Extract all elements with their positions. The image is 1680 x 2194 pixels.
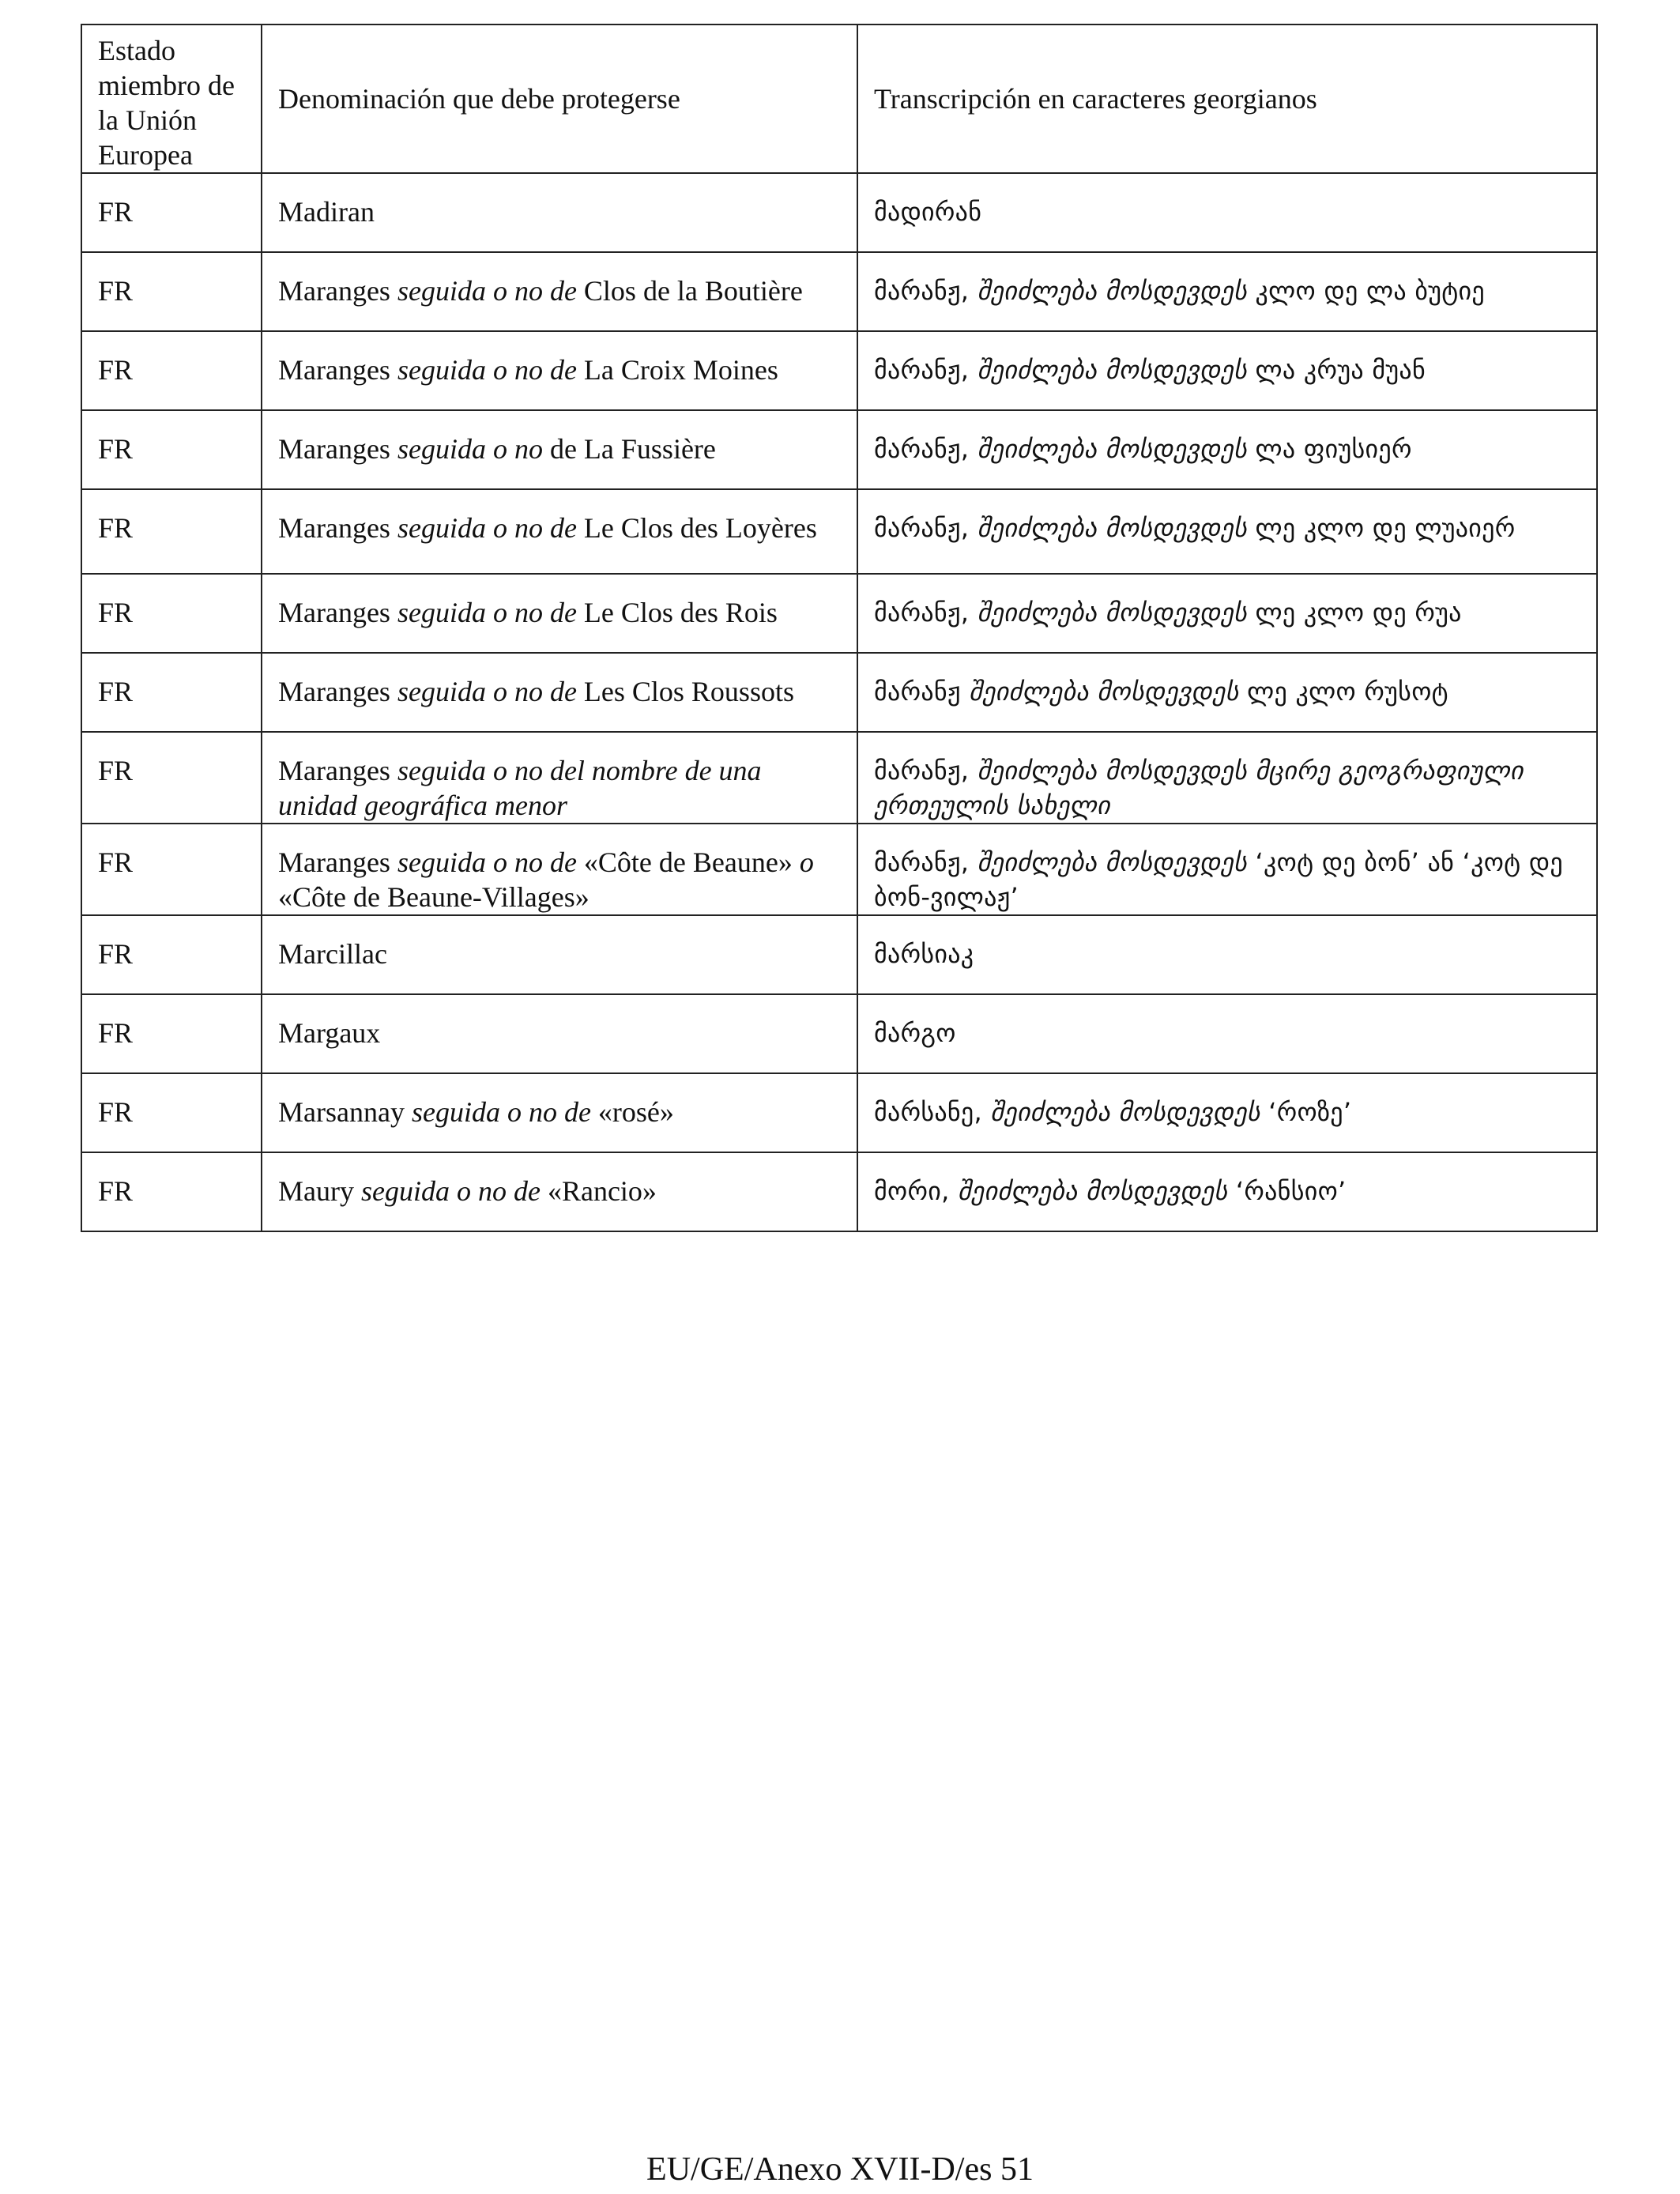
header-state: Estado miembro de la Unión Europea xyxy=(81,25,262,173)
header-name: Denominación que debe protegerse xyxy=(262,25,857,173)
transcription-part: შეიძლება მოსდევდეს xyxy=(958,1176,1228,1206)
cell-transcription xyxy=(857,331,1597,410)
header-transcription: Transcripción en caracteres georgianos xyxy=(857,25,1597,173)
table-header-row xyxy=(81,25,1597,173)
transcription-part: შეიძლება მოსდევდეს xyxy=(990,1097,1260,1127)
transcription-part: მარანჟ, xyxy=(874,756,977,786)
cell-state: FR xyxy=(81,732,262,824)
cell-transcription xyxy=(857,653,1597,732)
transcription-part: ლე კლო რუსოტ xyxy=(1238,677,1448,707)
cell-transcription xyxy=(857,173,1597,252)
cell-state: FR xyxy=(81,824,262,915)
name-part: «Rancio» xyxy=(540,1175,657,1207)
cell-name xyxy=(262,252,857,331)
transcription-part: ‘კოტ დე ბონ’ ან ‘კოტ დე ბონ-ვილაჟ’ xyxy=(874,847,1563,912)
name-part: Maranges xyxy=(278,676,397,707)
transcription-part: შეიძლება მოსდევდეს xyxy=(977,847,1248,877)
cell-state: FR xyxy=(81,1152,262,1231)
name-part: seguida o no de xyxy=(397,354,577,386)
table-body xyxy=(81,25,1597,1231)
name-part: Madiran xyxy=(278,196,375,228)
transcription-part: მარანჟ, xyxy=(874,598,977,628)
name-part: seguida o no de xyxy=(397,846,577,878)
transcription-part: შეიძლება მოსდევდეს xyxy=(977,355,1248,385)
table-row xyxy=(81,252,1597,331)
name-part: «Côte de Beaune-Villages» xyxy=(278,881,590,913)
name-part: La Croix Moines xyxy=(576,354,778,386)
cell-state: FR xyxy=(81,574,262,653)
cell-name xyxy=(262,173,857,252)
cell-name xyxy=(262,410,857,489)
cell-transcription xyxy=(857,732,1597,824)
table-row xyxy=(81,915,1597,994)
table-row xyxy=(81,824,1597,915)
name-part: seguida o no xyxy=(397,433,543,465)
table-row xyxy=(81,994,1597,1073)
name-part: Maranges xyxy=(278,597,397,628)
cell-name xyxy=(262,653,857,732)
name-part: seguida o no de xyxy=(397,676,577,707)
transcription-part: კლო დე ლა ბუტიე xyxy=(1247,276,1485,306)
transcription-part: მადირან xyxy=(874,197,982,227)
cell-transcription xyxy=(857,915,1597,994)
name-part: Margaux xyxy=(278,1017,381,1049)
cell-transcription xyxy=(857,994,1597,1073)
transcription-part: მარანჟ, xyxy=(874,276,977,306)
transcription-part: ლა ფიუსიერ xyxy=(1247,434,1412,464)
name-part: Maranges xyxy=(278,755,397,786)
name-part: seguida o no de xyxy=(397,597,577,628)
name-part: o xyxy=(799,846,814,878)
transcription-part: შეიძლება მოსდევდეს xyxy=(977,434,1248,464)
table-row xyxy=(81,489,1597,574)
name-part: Marsannay xyxy=(278,1096,412,1128)
page-footer: EU/GE/Anexo XVII-D/es 51 xyxy=(646,2151,1034,2188)
transcription-part: მარანჟ xyxy=(874,677,970,707)
table-row xyxy=(81,653,1597,732)
cell-name xyxy=(262,915,857,994)
cell-state: FR xyxy=(81,653,262,732)
name-part: Maranges xyxy=(278,275,397,307)
cell-state: FR xyxy=(81,173,262,252)
transcription-part: მარსიაკ xyxy=(874,939,974,969)
transcription-part: მარანჟ, xyxy=(874,513,977,543)
table-row xyxy=(81,1073,1597,1152)
cell-transcription xyxy=(857,1152,1597,1231)
cell-transcription xyxy=(857,824,1597,915)
cell-name xyxy=(262,732,857,824)
cell-transcription xyxy=(857,252,1597,331)
transcription-part: მარგო xyxy=(874,1018,956,1048)
transcription-part: შეიძლება მოსდევდეს მცირე გეოგრაფიული ერთეულის სახელი xyxy=(874,756,1524,820)
table-row xyxy=(81,410,1597,489)
cell-state: FR xyxy=(81,410,262,489)
cell-name xyxy=(262,1152,857,1231)
cell-transcription xyxy=(857,1073,1597,1152)
name-part: Le Clos des Loyères xyxy=(576,512,817,544)
name-part: seguida o no de xyxy=(360,1175,541,1207)
name-part: de La Fussière xyxy=(542,433,716,465)
cell-state: FR xyxy=(81,1073,262,1152)
cell-state: FR xyxy=(81,994,262,1073)
transcription-part: ‘როზე’ xyxy=(1260,1097,1352,1127)
name-part: seguida o no de xyxy=(397,512,577,544)
cell-state: FR xyxy=(81,252,262,331)
table-row xyxy=(81,574,1597,653)
cell-state: FR xyxy=(81,489,262,574)
transcription-part: მორი, xyxy=(874,1176,959,1206)
name-part: Le Clos des Rois xyxy=(576,597,778,628)
table-row xyxy=(81,732,1597,824)
cell-name xyxy=(262,489,857,574)
name-part: «rosé» xyxy=(590,1096,674,1128)
cell-transcription xyxy=(857,410,1597,489)
table-row xyxy=(81,173,1597,252)
transcription-part: მარანჟ, xyxy=(874,434,977,464)
transcription-part: შეიძლება მოსდევდეს xyxy=(977,276,1248,306)
table-row xyxy=(81,1152,1597,1231)
transcription-part: მარანჟ, xyxy=(874,847,977,877)
cell-state: FR xyxy=(81,915,262,994)
cell-name xyxy=(262,574,857,653)
cell-name xyxy=(262,994,857,1073)
name-part: Maury xyxy=(278,1175,361,1207)
transcription-part: ლე კლო დე ლუაიერ xyxy=(1247,513,1516,543)
name-part: Maranges xyxy=(278,433,397,465)
name-part: Marcillac xyxy=(278,938,387,970)
denominations-table xyxy=(81,24,1598,1232)
name-part: seguida o no de xyxy=(397,275,577,307)
name-part: «Côte de Beaune» xyxy=(576,846,800,878)
name-part: Maranges xyxy=(278,846,397,878)
transcription-part: ‘რანსიო’ xyxy=(1227,1176,1347,1206)
transcription-part: მარანჟ, xyxy=(874,355,977,385)
name-part: seguida o no del nombre de una unidad geográfica menor xyxy=(278,755,762,821)
transcription-part: მარსანე, xyxy=(874,1097,991,1127)
name-part: Clos de la Boutière xyxy=(576,275,803,307)
transcription-part: შეიძლება მოსდევდეს xyxy=(977,598,1248,628)
transcription-part: შეიძლება მოსდევდეს xyxy=(977,513,1248,543)
cell-transcription xyxy=(857,489,1597,574)
cell-name xyxy=(262,331,857,410)
transcription-part: შეიძლება მოსდევდეს xyxy=(969,677,1239,707)
name-part: Maranges xyxy=(278,354,397,386)
table-row xyxy=(81,331,1597,410)
cell-transcription xyxy=(857,574,1597,653)
transcription-part: ლე კლო დე რუა xyxy=(1247,598,1462,628)
cell-name xyxy=(262,824,857,915)
name-part: seguida o no de xyxy=(411,1096,591,1128)
cell-name xyxy=(262,1073,857,1152)
cell-state: FR xyxy=(81,331,262,410)
transcription-part: ლა კრუა მუან xyxy=(1247,355,1426,385)
name-part: Maranges xyxy=(278,512,397,544)
name-part: Les Clos Roussots xyxy=(576,676,794,707)
